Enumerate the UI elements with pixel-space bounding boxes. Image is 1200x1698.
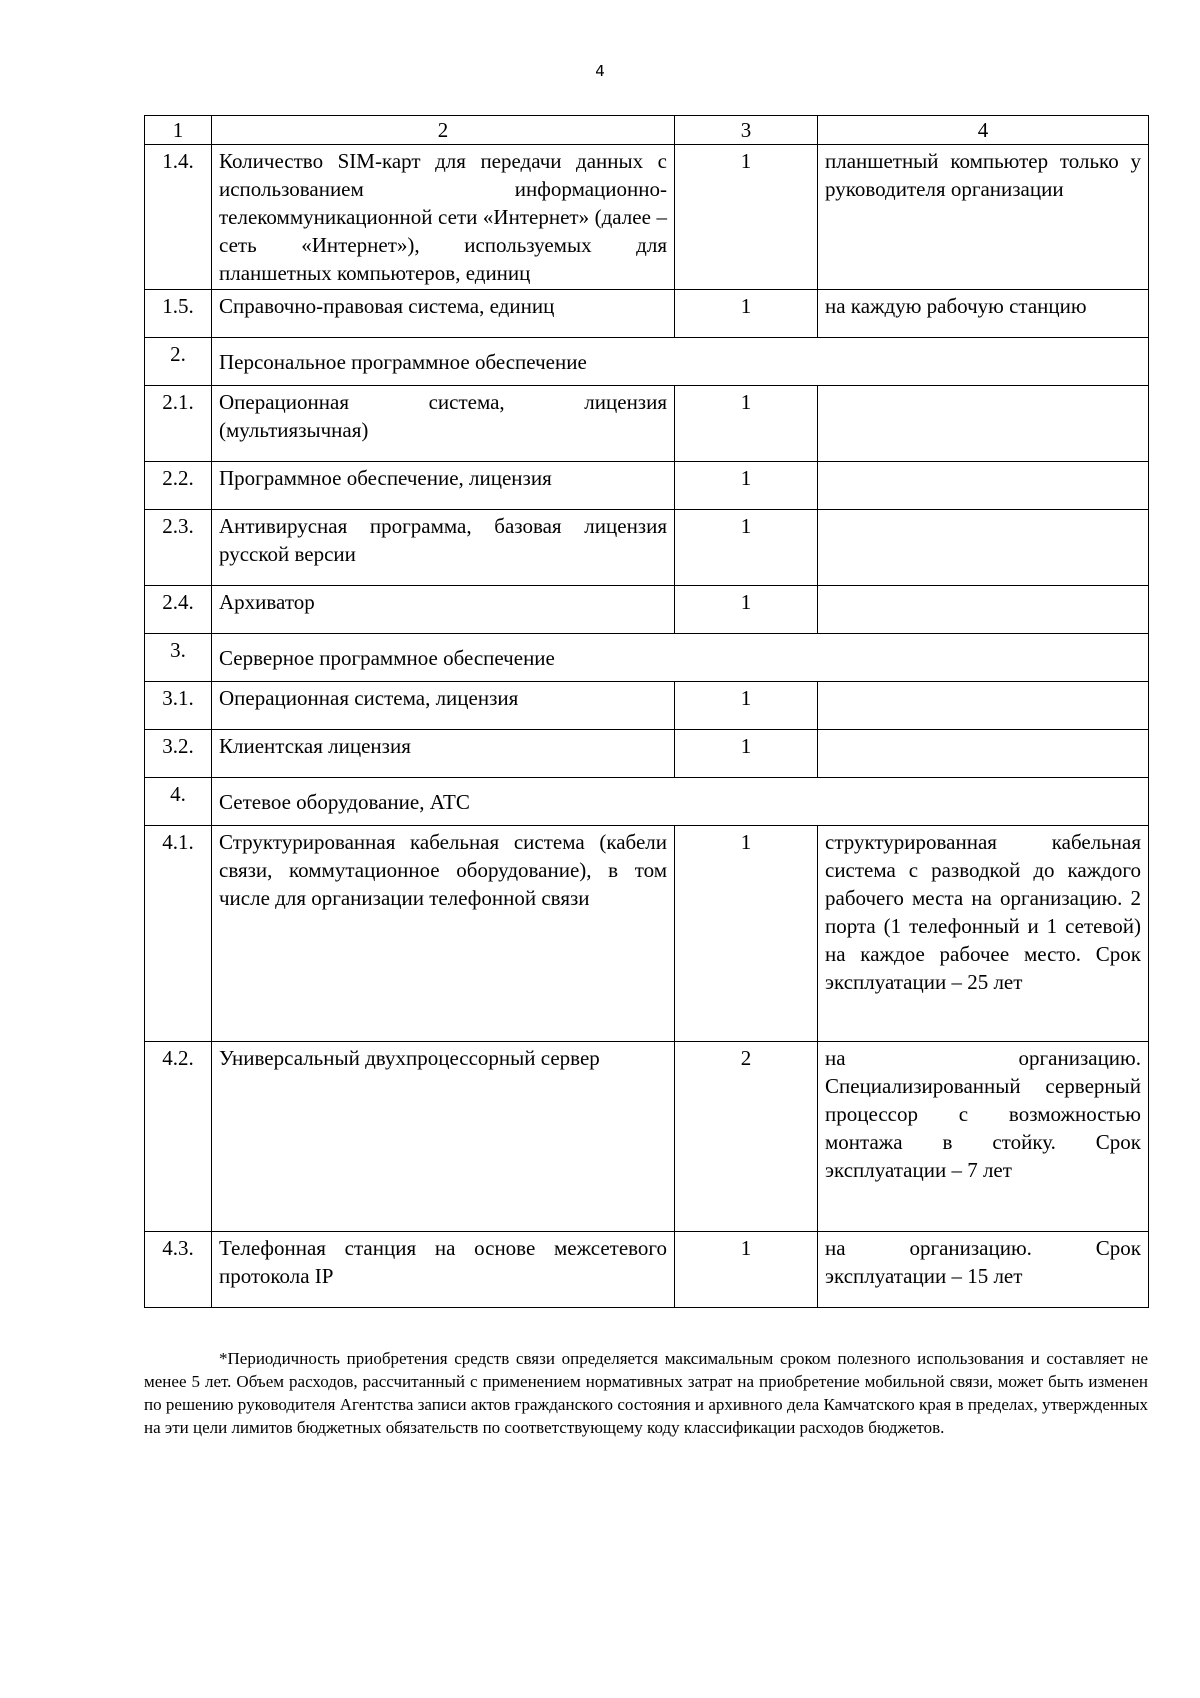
- item-quantity: 1: [675, 462, 818, 510]
- item-note: на организацию. Срок эксплуатации – 15 лет: [818, 1232, 1149, 1308]
- table-row: [145, 386, 1149, 462]
- section-number: 4.: [145, 778, 212, 826]
- item-quantity: 2: [675, 1042, 818, 1232]
- table-row: [145, 586, 1149, 634]
- table-row: [145, 510, 1149, 586]
- norms-table: [144, 115, 1149, 1308]
- table-row: [145, 826, 1149, 1042]
- item-quantity: 1: [675, 586, 818, 634]
- section-row: [145, 634, 1149, 682]
- footnote: *Периодичность приобретения средств связи определяется максимальным сроком полезного использования и составляет не менее 5 лет. Объем расходов, рассчитанный с применением нормативных затрат на приобретение мобильной связи, может быть изменен по решению руководителя Агентства записи актов гражданского состояния и архивного дела Камчатского края в пределах, утвержденных на эти цели лимитов бюджетных обязательств по соответствующему коду классификации расходов бюджетов.: [144, 1349, 1148, 1437]
- table-row: [145, 730, 1149, 778]
- row-number: 1.4.: [145, 145, 212, 290]
- row-number: 1.5.: [145, 290, 212, 338]
- table-header-row: [145, 116, 1149, 145]
- item-note: [818, 730, 1149, 778]
- section-row: [145, 338, 1149, 386]
- item-name: Операционная система, лицензия: [212, 682, 675, 730]
- section-row: [145, 778, 1149, 826]
- item-quantity: 1: [675, 510, 818, 586]
- item-note: на каждую рабочую станцию: [818, 290, 1149, 338]
- item-quantity: 1: [675, 1232, 818, 1308]
- row-number: 2.1.: [145, 386, 212, 462]
- table-row: [145, 462, 1149, 510]
- item-quantity: 1: [675, 145, 818, 290]
- item-note: структурированная кабельная система с разводкой до каждого рабочего места на организацию. 2 порта (1 телефонный и 1 сетевой) на каждое рабочее место. Срок эксплуатации – 25 лет: [818, 826, 1149, 1042]
- row-number: 4.1.: [145, 826, 212, 1042]
- item-name: Программное обеспечение, лицензия: [212, 462, 675, 510]
- table-row: [145, 1042, 1149, 1232]
- section-number: 3.: [145, 634, 212, 682]
- item-name: Клиентская лицензия: [212, 730, 675, 778]
- item-name: Архиватор: [212, 586, 675, 634]
- item-name: Справочно-правовая система, единиц: [212, 290, 675, 338]
- row-number: 3.1.: [145, 682, 212, 730]
- item-note: [818, 386, 1149, 462]
- row-number: 4.3.: [145, 1232, 212, 1308]
- item-quantity: 1: [675, 386, 818, 462]
- item-quantity: 1: [675, 682, 818, 730]
- row-number: 3.2.: [145, 730, 212, 778]
- item-note: [818, 510, 1149, 586]
- column-header: 3: [675, 116, 818, 145]
- item-quantity: 1: [675, 730, 818, 778]
- table-row: [145, 1232, 1149, 1308]
- page-number: 4: [595, 62, 605, 80]
- section-title: Серверное программное обеспечение: [212, 634, 1149, 682]
- row-number: 2.3.: [145, 510, 212, 586]
- item-name: Телефонная станция на основе межсетевого протокола IP: [212, 1232, 675, 1308]
- column-header: 1: [145, 116, 212, 145]
- item-name: Структурированная кабельная система (кабели связи, коммутационное оборудование), в том числе для организации телефонной связи: [212, 826, 675, 1042]
- item-name: Антивирусная программа, базовая лицензия русской версии: [212, 510, 675, 586]
- item-note: планшетный компьютер только у руководителя организации: [818, 145, 1149, 290]
- table-row: [145, 682, 1149, 730]
- column-header: 2: [212, 116, 675, 145]
- item-note: [818, 682, 1149, 730]
- row-number: 2.4.: [145, 586, 212, 634]
- row-number: 2.2.: [145, 462, 212, 510]
- item-quantity: 1: [675, 290, 818, 338]
- section-title: Сетевое оборудование, АТС: [212, 778, 1149, 826]
- column-header: 4: [818, 116, 1149, 145]
- section-number: 2.: [145, 338, 212, 386]
- row-number: 4.2.: [145, 1042, 212, 1232]
- item-note: [818, 586, 1149, 634]
- item-quantity: 1: [675, 826, 818, 1042]
- item-note: на организацию. Специализированный серверный процессор с возможностью монтажа в стойку. Срок эксплуатации – 7 лет: [818, 1042, 1149, 1232]
- section-title: Персональное программное обеспечение: [212, 338, 1149, 386]
- item-name: Операционная система, лицензия (мультиязычная): [212, 386, 675, 462]
- item-note: [818, 462, 1149, 510]
- table-row: [145, 145, 1149, 290]
- item-name: Универсальный двухпроцессорный сервер: [212, 1042, 675, 1232]
- table-row: [145, 290, 1149, 338]
- item-name: Количество SIM-карт для передачи данных с использованием информационно-телекоммуникационной сети «Интернет» (далее – сеть «Интернет»), используемых для планшетных компьютеров, единиц: [212, 145, 675, 290]
